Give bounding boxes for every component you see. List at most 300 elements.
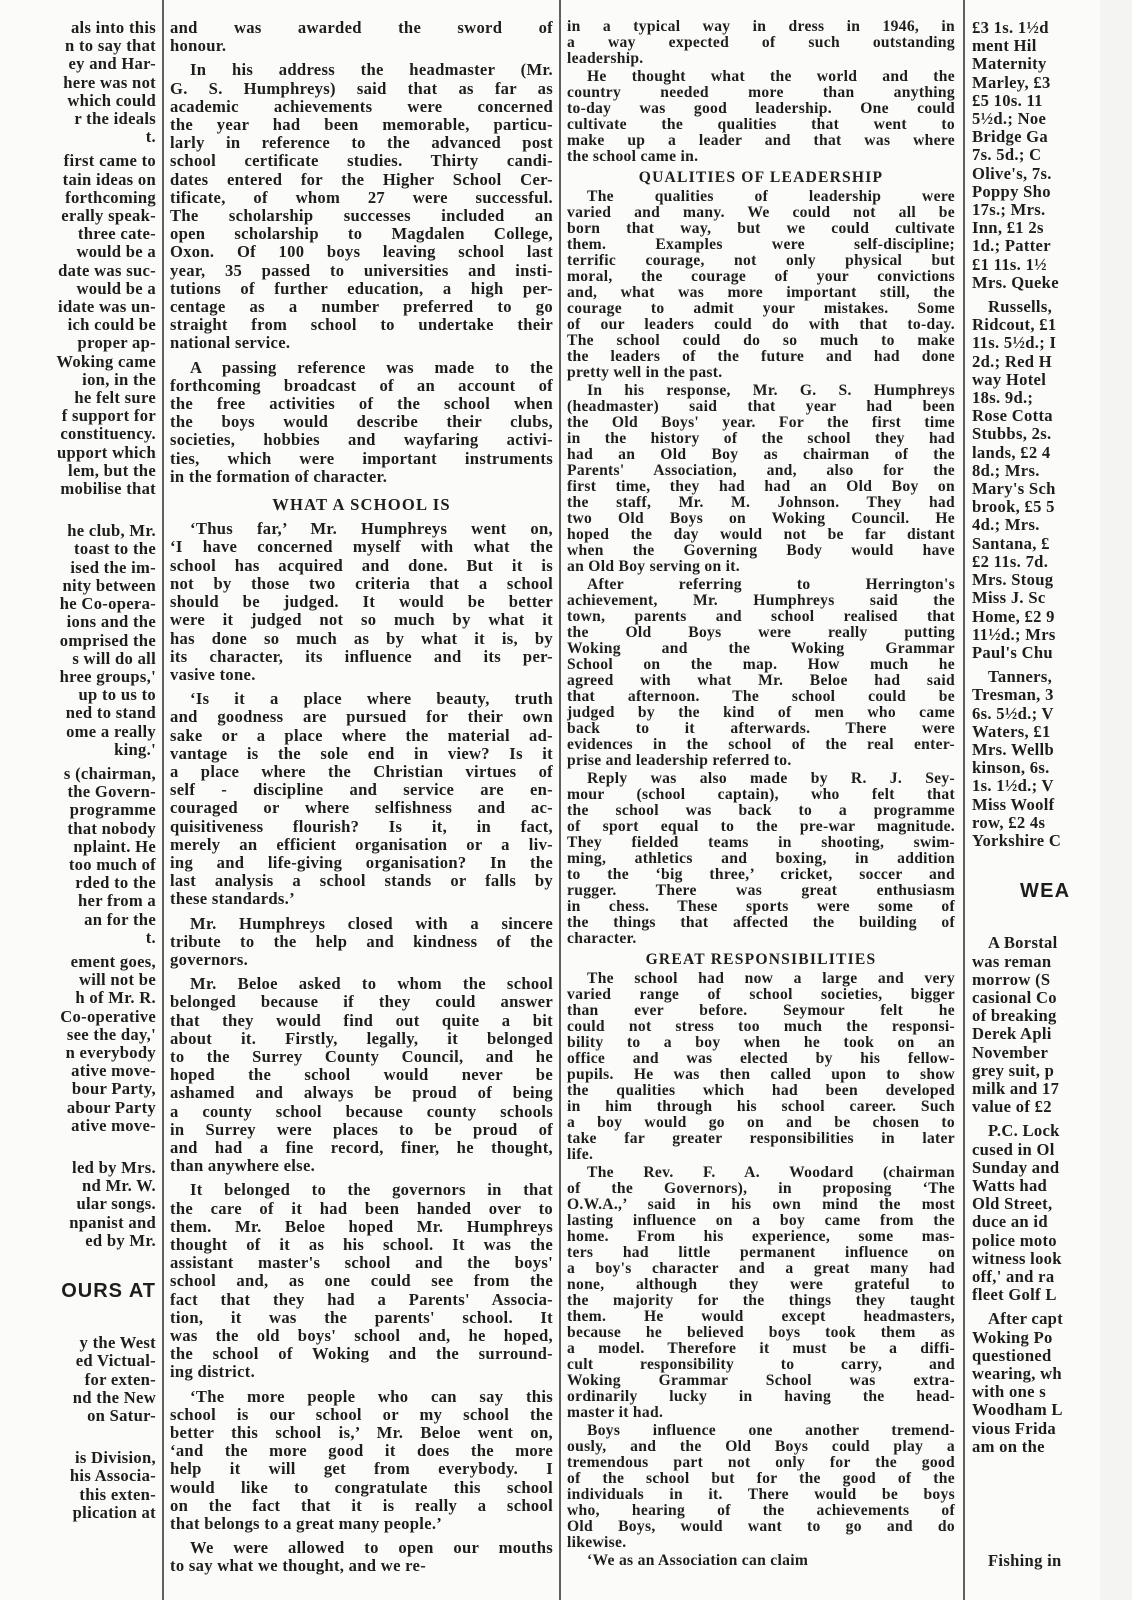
text-line: forthcoming xyxy=(65,188,156,207)
text-line: the Old Boys' year. For the first time xyxy=(567,415,955,431)
text-line: fact that they had a Parents' Associa- xyxy=(170,1290,553,1309)
text-line: of sport equal to the pre-war magnitude. xyxy=(567,819,955,835)
text-line: quisitiveness flourish? Is it, in fact, xyxy=(170,817,553,836)
text-line: that they would find out quite a bit xyxy=(170,1011,553,1030)
text-line: Paul's Chu xyxy=(972,643,1053,662)
text-line: the year had been memorable, particu- xyxy=(170,116,553,135)
column-rule xyxy=(963,0,965,1600)
text-line: ming, athletics and boxing, in addition xyxy=(567,851,955,867)
text-line: town, parents and school realised that xyxy=(567,609,955,625)
text-line: in the history of the school they had xyxy=(567,431,955,447)
text-line: was reman xyxy=(972,952,1052,971)
text-line: self - discipline and service are en- xyxy=(170,781,553,800)
text-line: than anywhere else. xyxy=(170,1157,316,1176)
text-line: Sunday and xyxy=(972,1158,1060,1177)
text-line: nplaint. He xyxy=(73,837,156,856)
text-line: Tresman, 3 xyxy=(972,686,1054,705)
paragraph-spacer xyxy=(972,850,1090,868)
column-body xyxy=(170,19,553,1576)
text-line: school is our school or my school the xyxy=(170,1405,553,1424)
text-line: School on the map. How much he xyxy=(567,657,955,673)
text-line: als into this xyxy=(70,19,156,37)
text-line: hoped the day would not be far distant xyxy=(567,527,955,543)
text-line: ters had little permanent influence on xyxy=(567,1245,955,1261)
text-line: evidences in the school of the real enter- xyxy=(567,737,955,753)
paragraph xyxy=(170,1388,553,1534)
text-line: abour Party xyxy=(66,1098,156,1117)
text-line: the school was back to a programme xyxy=(567,803,955,819)
text-line: ously, and the Old Boys could play a xyxy=(567,1439,955,1455)
text-line: these standards.’ xyxy=(170,890,295,909)
text-line: office and was elected by his fellow- xyxy=(567,1051,955,1067)
text-line: pretty well in the past. xyxy=(567,365,723,381)
text-line: It belonged to the governors in that xyxy=(190,1181,553,1200)
text-line: the staff, Mr. M. Johnson. They had xyxy=(567,495,955,511)
text-line: Fishing in xyxy=(988,1552,1062,1571)
text-line: nity between xyxy=(62,576,156,595)
text-line: a boy would go on and be chosen to xyxy=(567,1115,955,1131)
section-heading: OURS AT xyxy=(61,1280,156,1302)
paragraph xyxy=(170,359,553,486)
text-line: After referring to Herrington's xyxy=(587,577,955,593)
text-line: r the ideals xyxy=(74,110,156,129)
text-line: cultivate the qualities that went to xyxy=(567,117,955,133)
text-line: Rose Cotta xyxy=(972,407,1053,426)
text-line: the Old Boys were really putting xyxy=(567,625,955,641)
text-line: Mary's Sch xyxy=(972,480,1056,499)
paragraph xyxy=(0,1334,156,1425)
paragraph xyxy=(972,934,1090,1116)
paragraph-spacer xyxy=(0,1250,156,1268)
text-line: Home, £2 9 xyxy=(972,607,1055,626)
text-line: ement goes, xyxy=(70,952,156,971)
text-line: would be a xyxy=(76,279,156,298)
text-line: Mrs. Stoug xyxy=(972,571,1054,590)
text-line: (headmaster) said that year had been xyxy=(567,399,955,415)
paragraph xyxy=(567,1165,955,1421)
text-line: could not stress too much the responsi- xyxy=(567,1019,955,1035)
text-line: ion, in the xyxy=(82,370,156,389)
text-line: police moto xyxy=(972,1231,1057,1250)
text-line: that afternoon. The school could be xyxy=(567,689,955,705)
text-line: prise and leadership referred to. xyxy=(567,753,792,769)
text-line: Waters, £1 xyxy=(972,722,1051,741)
text-line: ‘We as an Association can claim xyxy=(587,1553,809,1569)
paragraph xyxy=(0,1159,156,1250)
text-line: about it. Firstly, legally, it belonged xyxy=(170,1029,553,1048)
text-line: born that way, but we could cultivate xyxy=(567,221,955,237)
text-line: year, 35 passed to universities and insti- xyxy=(170,261,553,280)
text-line: and goodness are pursued for their own xyxy=(170,708,553,727)
paragraph xyxy=(567,771,955,947)
text-line: of the Governors), in proposing ‘The xyxy=(567,1181,955,1197)
text-line: ‘Is it a place where beauty, truth xyxy=(190,690,553,709)
section-heading: GREAT RESPONSIBILITIES xyxy=(645,951,877,968)
text-line: 2d.; Red H xyxy=(972,352,1052,371)
paragraph xyxy=(972,1310,1090,1456)
text-line: an for the xyxy=(84,910,156,929)
text-line: dates entered for the Higher School Cer- xyxy=(170,170,553,189)
text-line: ordinarily lucky in having the head- xyxy=(567,1389,955,1405)
paragraph xyxy=(170,690,553,908)
text-line: in him through his school career. Such xyxy=(567,1099,955,1115)
column-body xyxy=(0,19,156,1522)
text-line: The Rev. F. A. Woodard (chairman xyxy=(587,1165,955,1181)
text-line: school certificate studies. Thirty candi- xyxy=(170,152,553,171)
text-line: the care of it had been handed over to xyxy=(170,1199,553,1218)
text-line: larly in reference to the advanced post xyxy=(170,134,553,153)
column-rule xyxy=(559,0,561,1600)
text-line: ‘The more people who can say this xyxy=(190,1387,553,1406)
text-line: them. Examples were self-discipline; xyxy=(567,237,955,253)
paragraph xyxy=(972,19,1090,292)
text-line: 18s. 9d.; xyxy=(972,389,1034,408)
text-line: ions and the xyxy=(66,613,156,632)
text-line: proper ap- xyxy=(77,334,156,353)
text-line: mour (school captain), who felt that xyxy=(567,787,955,803)
text-line: bour Party, xyxy=(71,1080,156,1099)
text-line: its character, its influence and its per- xyxy=(170,647,553,666)
text-line: f support for xyxy=(61,407,156,426)
text-line: idate was un- xyxy=(58,298,156,317)
text-line: sake or a place where the material ad- xyxy=(170,726,553,745)
text-line: help it will get from everybody. I xyxy=(170,1460,553,1479)
text-line: forthcoming broadcast of an account of xyxy=(170,376,553,395)
text-line: Olive's, 7s. xyxy=(972,164,1052,183)
text-line: Tanners, xyxy=(988,668,1053,687)
text-line: ‘I have concerned myself with what the xyxy=(170,538,553,557)
text-line: rugger. There was great enthusiasm xyxy=(567,883,955,899)
text-line: ‘and the more good it does the more xyxy=(170,1442,553,1461)
text-line: agreed with what Mr. Beloe had said xyxy=(567,673,955,689)
text-line: lasting influence on a boy came from the xyxy=(567,1213,955,1229)
text-line: moral, the courage of your convictions xyxy=(567,269,955,285)
paragraph xyxy=(567,189,955,381)
text-line: ing district. xyxy=(170,1363,256,1382)
paragraph xyxy=(0,1449,156,1522)
text-line: two Old Boys on Woking Council. He xyxy=(567,511,955,527)
text-line: Marley, £3 xyxy=(972,73,1051,92)
text-line: when the Governing Body would have xyxy=(567,543,955,559)
text-line: in chess. These sports were some of xyxy=(567,899,955,915)
text-line: and, what was more important still, the xyxy=(567,285,955,301)
text-line: than ever before. Seymour felt he xyxy=(567,1003,955,1019)
text-line: grey suit, p xyxy=(972,1061,1055,1080)
text-line: the boys would describe their clubs, xyxy=(170,413,553,432)
text-line: hoped the school would never be xyxy=(170,1066,553,1085)
paragraph xyxy=(972,1122,1090,1304)
column-school-speech xyxy=(170,0,553,1600)
text-line: In his response, Mr. G. S. Humphreys xyxy=(587,383,955,399)
text-line: tion, it was the parents' school. It xyxy=(170,1308,553,1327)
text-line: see the day,' xyxy=(66,1025,156,1044)
text-line: Woking Po xyxy=(972,1328,1053,1347)
text-line: Derek Apli xyxy=(972,1025,1052,1044)
text-line: individuals in it. There would be boys xyxy=(567,1487,955,1503)
text-line: the school came in. xyxy=(567,149,699,165)
text-line: mobilise that xyxy=(60,480,156,499)
text-line: y the West xyxy=(79,1334,156,1353)
paragraph xyxy=(170,1539,553,1575)
text-line: 1s. 1½d.; V xyxy=(972,777,1054,796)
text-line: ey and Har- xyxy=(68,55,156,74)
text-line: merely an efficient organisation or a liv- xyxy=(170,835,553,854)
text-line: programme xyxy=(69,801,156,820)
text-line: toast to the xyxy=(74,540,156,559)
text-line: Russells, xyxy=(988,298,1053,317)
text-line: that belongs to a great many people.’ xyxy=(170,1515,443,1534)
text-line: Ridcout, £1 xyxy=(972,316,1057,335)
text-line: n to say that xyxy=(64,37,156,56)
paragraph-spacer xyxy=(972,910,1090,928)
text-line: nd Mr. W. xyxy=(81,1177,156,1196)
text-line: a place where the Christian virtues of xyxy=(170,762,553,781)
text-line: varied range of school societies, bigger xyxy=(567,987,955,1003)
text-line: likewise. xyxy=(567,1535,627,1551)
text-line: They fielded teams in shooting, swim- xyxy=(567,835,955,851)
paragraph xyxy=(170,61,553,352)
paragraph-spacer xyxy=(972,1510,1090,1528)
text-line: n everybody xyxy=(65,1043,156,1062)
text-line: judged by the kind of men who came xyxy=(567,705,955,721)
section-heading: WEA xyxy=(1020,880,1071,903)
text-line: take far greater responsibilities in later xyxy=(567,1131,955,1147)
text-line: the qualities which had been developed xyxy=(567,1083,955,1099)
text-line: value of £2 xyxy=(972,1098,1052,1117)
text-line: the Govern- xyxy=(67,783,156,802)
paragraph xyxy=(567,19,955,67)
text-line: he club, Mr. xyxy=(67,522,156,541)
text-line: The scholarship successes included an xyxy=(170,207,553,226)
text-line: Santana, £ xyxy=(972,534,1050,553)
text-line: way Hotel xyxy=(972,370,1047,389)
text-line: Mr. Humphreys closed with a sincere xyxy=(190,914,553,933)
text-line: h of Mr. R. xyxy=(75,989,156,1008)
text-line: a boy's character and a great many had xyxy=(567,1261,955,1277)
text-line: ised the im- xyxy=(70,558,156,577)
text-line: £1 11s. 1½ xyxy=(972,255,1047,274)
page-margin xyxy=(1100,0,1132,1600)
text-line: In his address the headmaster (Mr. xyxy=(190,61,553,80)
paragraph-spacer xyxy=(972,1492,1090,1510)
text-line: wearing, wh xyxy=(972,1365,1062,1384)
text-line: Woodham L xyxy=(972,1401,1063,1420)
text-line: to-day was good leadership. One could xyxy=(567,101,955,117)
text-line: November xyxy=(972,1043,1049,1062)
text-line: ed by Mr. xyxy=(85,1231,156,1250)
text-line: cult responsibility to carry, and xyxy=(567,1357,955,1373)
text-line: leadership. xyxy=(567,51,644,67)
text-line: on Satur- xyxy=(87,1407,156,1426)
text-line: fleet Golf L xyxy=(972,1286,1057,1305)
text-line: Miss J. Sc xyxy=(972,589,1046,608)
text-line: tificate, of whom 27 were successful. xyxy=(170,188,553,207)
text-line: of breaking xyxy=(972,1007,1057,1026)
text-line: duce an id xyxy=(972,1213,1048,1232)
text-line: After capt xyxy=(988,1310,1064,1329)
text-line: 1d.; Patter xyxy=(972,237,1051,256)
text-line: ich could be xyxy=(67,316,156,335)
text-line: and had a fine record, finer, he thought, xyxy=(170,1138,553,1157)
column-body xyxy=(972,19,1090,1570)
text-line: nd the New xyxy=(72,1388,156,1407)
text-line: national service. xyxy=(170,334,291,353)
text-line: Old Boys, would want to go and do xyxy=(567,1519,955,1535)
text-line: make up a leader and that was where xyxy=(567,133,955,149)
text-line: in the formation of character. xyxy=(170,467,388,486)
text-line: he felt sure xyxy=(74,389,156,408)
text-line: constituency. xyxy=(60,425,156,444)
text-line: country needed more than anything xyxy=(567,85,955,101)
text-line: A passing reference was made to the xyxy=(190,358,553,377)
column-rule xyxy=(162,0,164,1600)
text-line: Mrs. Wellb xyxy=(972,740,1054,759)
text-line: on the fact that it is really a school xyxy=(170,1496,553,1515)
paragraph xyxy=(567,1423,955,1551)
text-line: in Surrey were places to be proud of xyxy=(170,1120,553,1139)
text-line: would be a xyxy=(76,243,156,262)
text-line: school and, as one could see from the xyxy=(170,1272,553,1291)
text-line: 17s.; Mrs. xyxy=(972,201,1046,220)
text-line: master it had. xyxy=(567,1405,664,1421)
text-line: to the Surrey County Council, and he xyxy=(170,1047,553,1066)
text-line: He thought what the world and the xyxy=(587,69,955,85)
text-line: Mrs. Queke xyxy=(972,273,1059,292)
text-line: Woking came xyxy=(56,352,156,371)
text-line: Woking and the Woking Grammar xyxy=(567,641,955,657)
text-line: G. S. Humphreys) said that as far as xyxy=(170,79,553,98)
paragraph xyxy=(170,975,553,1175)
text-line: an Old Boy serving on it. xyxy=(567,559,740,575)
text-line: Boys influence one another tremend- xyxy=(587,1423,955,1439)
column-right-fragment xyxy=(972,0,1090,1600)
text-line: A Borstal xyxy=(988,934,1058,953)
paragraph xyxy=(0,522,156,759)
text-line: casional Co xyxy=(972,988,1057,1007)
text-line: couraged or where selfishness and ac- xyxy=(170,799,553,818)
text-line: vious Frida xyxy=(972,1419,1056,1438)
text-line: had an Old Boy as chairman of the xyxy=(567,447,955,463)
text-line: home. From his experience, some mas- xyxy=(567,1229,955,1245)
text-line: will not be xyxy=(78,971,156,990)
paragraph-spacer xyxy=(0,1425,156,1443)
text-line: for exten- xyxy=(84,1370,156,1389)
text-line: Oxon. Of 100 boys leaving school last xyxy=(170,243,553,262)
text-line: Parents' Association, and, also for the xyxy=(567,463,955,479)
text-line: kinson, 6s. xyxy=(972,759,1050,778)
text-line: lem, but the xyxy=(68,461,156,480)
text-line: societies, hobbies and wayfaring activi- xyxy=(170,431,553,450)
text-line: pupils. He was then called upon to show xyxy=(567,1067,955,1083)
text-line: 5½d.; Noe xyxy=(972,110,1047,129)
text-line: The school had now a large and very xyxy=(587,971,955,987)
text-line: plication at xyxy=(72,1503,156,1522)
text-line: a model. Therefore it must be a diffi- xyxy=(567,1341,955,1357)
paragraph-spacer xyxy=(972,1528,1090,1546)
text-line: £3 1s. 1½d xyxy=(972,19,1049,37)
text-line: which could xyxy=(67,91,156,110)
text-line: up to us to xyxy=(78,686,156,705)
text-line: were it judged not so much by what it xyxy=(170,611,553,630)
text-line: his Associa- xyxy=(69,1467,156,1486)
text-line: Miss Woolf xyxy=(972,795,1055,814)
text-line: the things that affected the building of xyxy=(567,915,955,931)
paragraph xyxy=(567,577,955,769)
paragraph xyxy=(567,69,955,165)
text-line: s (chairman, xyxy=(63,764,156,783)
text-line: ome a really xyxy=(66,722,156,741)
text-line: them. Mr. Beloe hoped Mr. Humphreys xyxy=(170,1217,553,1236)
text-line: to the ‘big three,’ cricket, soccer and xyxy=(567,867,955,883)
text-line: ‘Thus far,’ Mr. Humphreys went on, xyxy=(190,520,553,539)
text-line: milk and 17 xyxy=(972,1079,1060,1098)
paragraph-spacer xyxy=(0,1135,156,1153)
text-line: the school of Woking and the surround- xyxy=(170,1345,553,1364)
section-heading: WHAT A SCHOOL IS xyxy=(272,495,451,515)
text-line: Old Street, xyxy=(972,1195,1053,1214)
text-line: a way expected of such outstanding xyxy=(567,35,955,51)
text-line: here was not xyxy=(63,73,156,92)
text-line: tribute to the help and kindness of the xyxy=(170,932,553,951)
text-line: led by Mrs. xyxy=(72,1158,156,1177)
column-leadership xyxy=(567,0,955,1600)
text-line: ative move- xyxy=(71,1062,156,1081)
text-line: none, although they were grateful to xyxy=(567,1277,955,1293)
text-line: tremendous part not only for the good xyxy=(567,1455,955,1471)
text-line: £2 11s. 7d. xyxy=(972,552,1049,571)
paragraph xyxy=(0,953,156,1135)
text-line: upport which xyxy=(56,443,156,462)
text-line: honour. xyxy=(170,37,227,56)
text-line: row, £2 4s xyxy=(972,813,1046,832)
paragraph xyxy=(0,152,156,498)
text-line: We were allowed to open our mouths xyxy=(190,1539,553,1558)
text-line: this exten- xyxy=(79,1485,156,1504)
text-line: too much of xyxy=(68,855,156,874)
text-line: Stubbs, 2s. xyxy=(972,425,1052,444)
paragraph xyxy=(0,765,156,947)
text-line: varied and many. We could not all be xyxy=(567,205,955,221)
text-line: Woking Grammar School was extra- xyxy=(567,1373,955,1389)
paragraph xyxy=(170,1181,553,1381)
text-line: that nobody xyxy=(67,819,156,838)
text-line: hree groups,' xyxy=(59,667,156,686)
text-line: of the school but for the good of the xyxy=(567,1471,955,1487)
text-line: with one s xyxy=(972,1383,1046,1402)
text-line: brook, £5 5 xyxy=(972,498,1055,517)
paragraph-spacer xyxy=(972,1474,1090,1492)
text-line: am on the xyxy=(972,1437,1045,1456)
text-line: courage to admit your mistakes. Some xyxy=(567,301,955,317)
text-line: academic achievements were concerned xyxy=(170,97,553,116)
text-line: Maternity xyxy=(972,55,1047,74)
paragraph-spacer xyxy=(0,1310,156,1328)
text-line: 11½d.; Mrs xyxy=(972,625,1056,644)
text-line: last analysis a school stands or falls by xyxy=(170,872,553,891)
text-line: character. xyxy=(567,931,637,947)
text-line: her from a xyxy=(78,892,156,911)
text-line: ative move- xyxy=(71,1116,156,1135)
text-line: ment Hil xyxy=(972,37,1037,56)
paragraph-spacer xyxy=(0,498,156,516)
text-line: tutions of further education, a high per- xyxy=(170,279,553,298)
text-line: assistant master's school and the boys' xyxy=(170,1254,553,1273)
paragraph xyxy=(972,1552,1090,1570)
paragraph xyxy=(567,1553,955,1569)
text-line: Poppy Sho xyxy=(972,182,1051,201)
text-line: bility to a boy when he took on an xyxy=(567,1035,955,1051)
text-line: tain ideas on xyxy=(62,170,156,189)
